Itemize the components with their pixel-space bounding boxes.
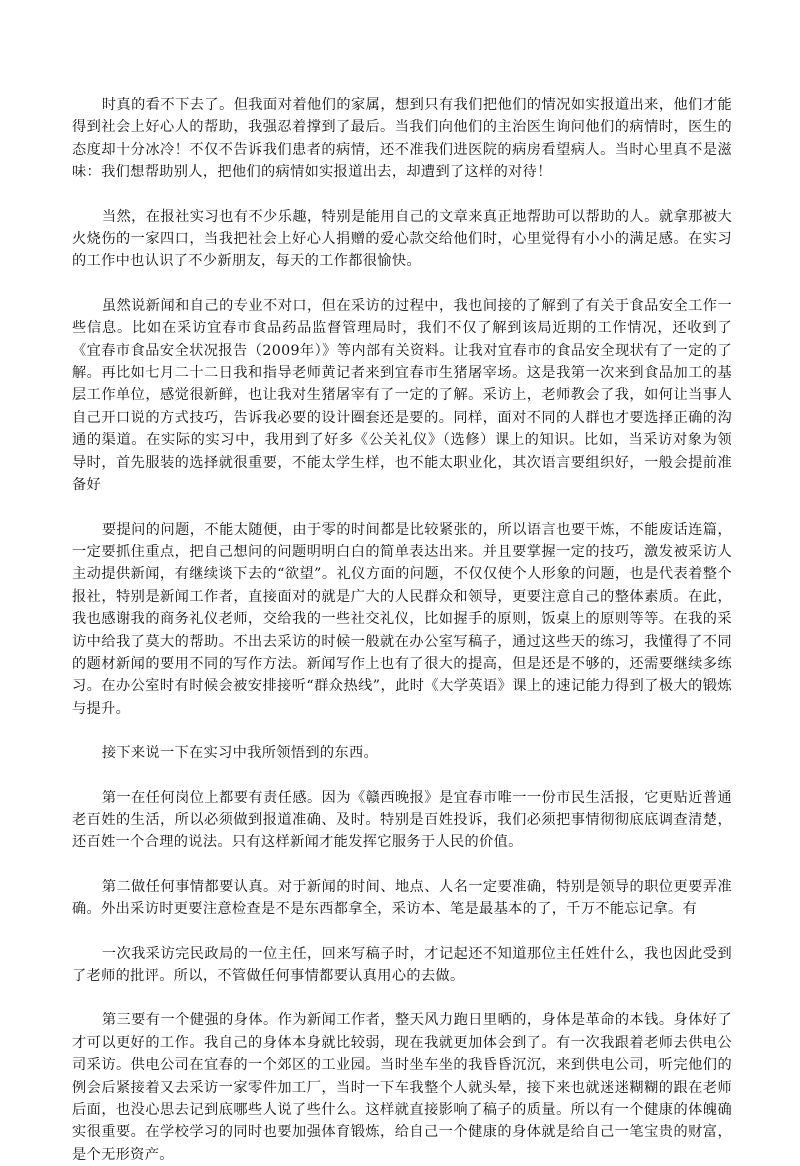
paragraph-3: 虽然说新闻和自己的专业不对口，但在采访的过程中，我也间接的了解到了有关于食品安全工作一些信息。比如在采访宜春市食品药品监督管理局时，我们不仅了解到该局近期的工作情况，还收到了《宜春市食品安全状况报告（2009年）》等内部有关资料。让我对宜春市的食品安全现状有了一定的了解。再比如七月二十二日我和指导老师黄记者来到宜春市生猪屠宰场。这是我第一次来到食品加工的基层工作单位，感觉很新鲜，也让我对生猪屠宰有了一定的了解。采访上，老师教会了我，如何让当事人自己开口说的方式技巧，告诉我必要的设计圈套还是要的。同样，面对不同的人群也才要选择正确的沟通的渠道。在实际的实习中，我用到了好多《公关礼仪》（选修）课上的知识。比如，当采访对象为领导时，首先服装的选择就很重要，不能太学生样，也不能太职业化，其次语言要组织好，一般会提前准备好 — [72, 297, 732, 494]
paragraph-8: 一次我采访完民政局的一位主任，回来写稿子时，才记起还不知道那位主任姓什么，我也因此受到了老师的批评。所以，不管做任何事情都要认真用心的去做。 — [72, 945, 732, 984]
paragraph-6: 第一在任何岗位上都要有责任感。因为《赣西晚报》是宜春市唯一一份市民生活报，它更贴近普通老百姓的生活，所以必须做到报道准确、及时。特别是百姓投诉，我们必须把事情彻彻底底调查清楚，还百姓一个合理的说法。只有这样新闻才能发挥它服务于人民的价值。 — [72, 789, 732, 851]
paragraph-1: 时真的看不下去了。但我面对着他们的家属，想到只有我们把他们的情况如实报道出来，他们才能得到社会上好心人的帮助，我强忍着撑到了最后。当我们向他们的主治医生询问他们的病情时，医生的态度却十分冰冷！不仅不告诉我们患者的病情，还不准我们进医院的病房看望病人。当时心里真不是滋味：我们想帮助别人，把他们的病情如实报道出去，却遭到了这样的对待！ — [72, 97, 732, 181]
paragraph-5: 接下来说一下在实习中我所领悟到的东西。 — [101, 745, 379, 762]
paragraph-9: 第三要有一个健强的身体。作为新闻工作者，整天风力跑日里晒的，身体是革命的本钱。身体好了才可以更好的工作。我自己的身体本身就比较弱，现在我就更加体会到了。有一次我跟着老师去供电公司采访。供电公司在宜春的一个郊区的工业园。当时坐车坐的我昏昏沉沉，来到供电公司，听完他们的例会后紧接着又去采访一家零件加工厂，当时一下车我整个人就头晕，接下来也就迷迷糊糊的跟在老师后面，也没心思去记到底哪些人说了些什么。这样就直接影响了稿子的质量。所以有一个健康的体魄确实很重要。在学校学习的同时也要加强体育锻炼，给自己一个健康的身体就是给自己一笔宝贵的财富，是个无形资产。 — [72, 1012, 732, 1163]
paragraph-4: 要提问的问题，不能太随便，由于零的时间都是比较紧张的，所以语言也要干炼，不能废话连篇，一定要抓住重点，把自己想问的问题明明白白的简单表达出来。并且要掌握一定的技巧，激发被采访人主动提供新闻，有继续谈下去的“欲望”。礼仪方面的问题，不仅仅使个人形象的问题，也是代表着整个报社，特别是新闻工作者，直接面对的就是广大的人民群众和领导，更要注意自己的整体素质。在此，我也感谢我的商务礼仪老师，交给我的一些社交礼仪，比如握手的原则，饭桌上的原则等等。在我的采访中给我了莫大的帮助。不出去采访的时候一般就在办公室写稿子，通过这些天的练习，我懂得了不同的题材新闻的要用不同的写作方法。新闻写作上也有了很大的提高，但是还是不够的，还需要继续多练习。在办公室时有时候会被安排接听“群众热线”，此时《大学英语》课上的速记能力得到了极大的锻炼与提升。 — [72, 521, 732, 717]
paragraph-7: 第二做任何事情都要认真。对于新闻的时间、地点、人名一定要准确，特别是领导的职位更要弄准确。外出采访时更要注意检查是不是东西都拿全，采访本、笔是最基本的了，千万不能忘记拿。有 — [72, 878, 732, 918]
document-page — [72, 94, 732, 1166]
paragraph-2: 当然，在报社实习也有不少乐趣，特别是能用自己的文章来真正地帮助可以帮助的人。就拿那被大火烧伤的一家四口，当我把社会上好心人捐赠的爱心款交给他们时，心里觉得有小小的满足感。在实习的工作中也认识了不少新朋友，每天的工作都很愉快。 — [72, 208, 732, 270]
